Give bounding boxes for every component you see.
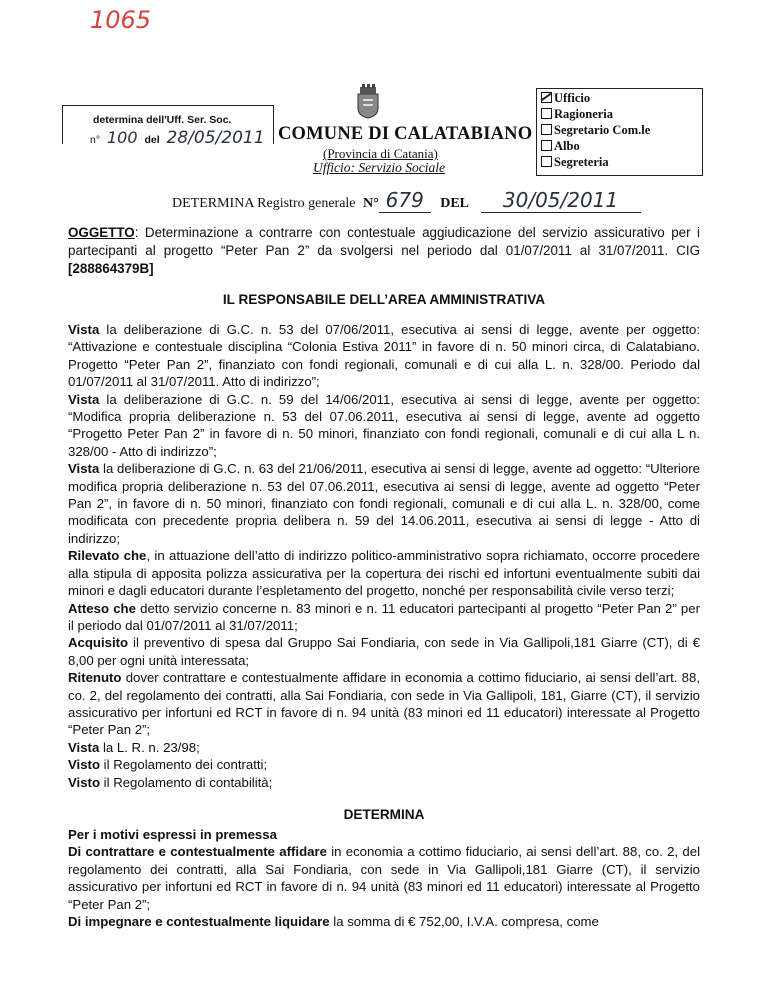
date-label: del [144,134,160,146]
checkbox-checked-icon[interactable] [541,92,552,103]
distribution-item-segreteria[interactable]: Segreteria [541,154,650,170]
determina-label: determina dell'Uff. Ser. Soc. [93,114,232,126]
premessa-item: Visto il Regolamento dei contratti; [68,757,268,773]
distribution-item-albo[interactable]: Albo [541,138,650,154]
dispositivo-section [68,826,700,930]
comune-title: COMUNE DI CALATABIANO [278,124,533,144]
checkbox-icon[interactable] [541,140,552,151]
premesse-section [68,321,700,791]
premessa-item: Vista la deliberazione di G.C. n. 59 del 14/06/2011, esecutiva ai sensi di legge, avente per oggetto: “Modifica propria deliberazione n. 53 del 07.06.2011, esecutiva ai sensi di legge, avente ad oggetto “Progetto Peter Pan 2” in favore di n. 50 minori, finanziato con fondi regionali, comunali e di cui alla L n. 328/00 - Atto di indirizzo”; [68,391,700,459]
oggetto-label: OGGETTO [68,225,135,240]
distribution-item-ragioneria[interactable]: Ragioneria [541,106,650,122]
handwritten-protocol-number: 1065 [90,6,152,34]
premessa-item: Vista la L. R. n. 23/98; [68,739,200,755]
checkbox-icon[interactable] [541,124,552,135]
registro-date-value: 30/05/2011 [481,188,641,213]
distribution-item-segretario[interactable]: Segretario Com.le [541,122,650,138]
dispositivo-item: Di impegnare e contestualmente liquidare la somma di € 752,00, I.V.A. compresa, come [68,914,599,930]
registro-number-label: N° [363,196,379,211]
distribution-item-ufficio[interactable]: Ufficio [541,90,650,106]
determina-heading: DETERMINA [343,807,425,822]
registro-number-value: 679 [379,188,431,213]
registro-row [172,188,641,213]
number-value: 100 [106,128,138,147]
oggetto-paragraph [68,224,700,278]
registro-label: DETERMINA Registro generale [172,196,356,211]
dispositivo-item: Per i motivi espressi in premessa [68,827,277,842]
premessa-item: Vista la deliberazione di G.C. n. 53 del 07/06/2011, esecutiva ai sensi di legge, avente per oggetto: “Attivazione e contestuale disciplina “Colonia Estiva 2011” in favore di n. 50 minori circa, di Calatabiano. Progetto “Peter Pan 2”, finanziato con fondi regionali, comunali e di cui alla L. n. 328/00. Periodo dal 01/07/2011 al 31/07/2011. Atto di indirizzo”; [68,322,700,390]
date-value: 28/05/2011 [166,128,265,148]
premessa-item: Rilevato che, in attuazione dell’atto di indirizzo politico-amministrativo sopra richiamato, occorre procedere alla stipula di apposita polizza assicurativa per la copertura dei rischi ed infortuni eventualmente subiti dai minori e dagli educatori durante l’espletamento del progetto, nonché per responsabilità civile verso terzi; [68,548,700,599]
provincia: (Provincia di Catania) [323,146,438,161]
premessa-item: Acquisito il preventivo di spesa dal Gruppo Sai Fondiaria, con sede in Via Gallipoli,181 Giarre (CT), di € 8,00 per ogni unità interessata; [68,635,700,668]
oggetto-text: : Determinazione a contrarre con contestuale aggiudicazione del servizio assicurativo per i partecipanti al progetto “Peter Pan 2” da svolgersi nel periodo dal 01/07/2011 al 31/07/2011. CIG [68,225,700,258]
responsabile-heading: IL RESPONSABILE DELL’AREA AMMINISTRATIVA [222,292,546,307]
premessa-item: Ritenuto dover contrattare e contestualmente affidare in economia a cottimo fiduciario, ai sensi dell’art. 88, co. 2, del regolamento dei contratti, alla Sai Fondiaria, con sede in Via Gallipoli, 181, Giarre (CT), il servizio assicurativo per infortuni ed RCT in favore di n. 94 unità (83 minori ed 11 educatori) interessate al Progetto “Peter Pan 2”; [68,670,700,738]
checkbox-icon[interactable] [541,108,552,119]
number-label: n° [90,134,101,146]
premessa-item: Visto il Regolamento di contabilità; [68,774,273,790]
premessa-item: Vista la deliberazione di G.C. n. 63 del 21/06/2011, esecutiva ai sensi di legge, avente ad oggetto: “Ulteriore modifica propria deliberazione n. 53 del 07.06.2011, esecutiva ai sensi di legge, avente ad oggetto “Peter Pan 2”, in favore di n. 50 minori, finanziato con fondi regionali, comunali e di cui alla L. n. 328/00, come modificata con precedente propria delibera n. 59 del 14.06.2011, esecutiva ai sensi di legge - Atto di indirizzo; [68,461,700,546]
dispositivo-item: Di contrattare e contestualmente affidare in economia a cottimo fiduciario, ai sensi dell’art. 88, co. 2, del regolamento dei contratti, alla Sai Fondiaria, con sede in Via Gallipoli,181 Giarre (CT), il servizio assicurativo per infortuni ed RCT in favore di n. 94 unità (83 minori ed 11 educatori) interessate al Progetto “Peter Pan 2”; [68,844,700,912]
determina-number-row [90,128,265,148]
distribution-list [541,90,650,170]
ufficio: Ufficio: Servizio Sociale [313,160,445,175]
premessa-item: Atteso che detto servizio concerne n. 83 minori e n. 11 educatori partecipanti al progetto “Peter Pan 2” per il periodo dal 01/07/2011 al 31/07/2011; [68,600,700,633]
checkbox-icon[interactable] [541,156,552,167]
crest-icon [353,84,383,120]
registro-date-label: DEL [440,196,470,211]
oggetto-cig: [288864379B] [68,261,154,276]
